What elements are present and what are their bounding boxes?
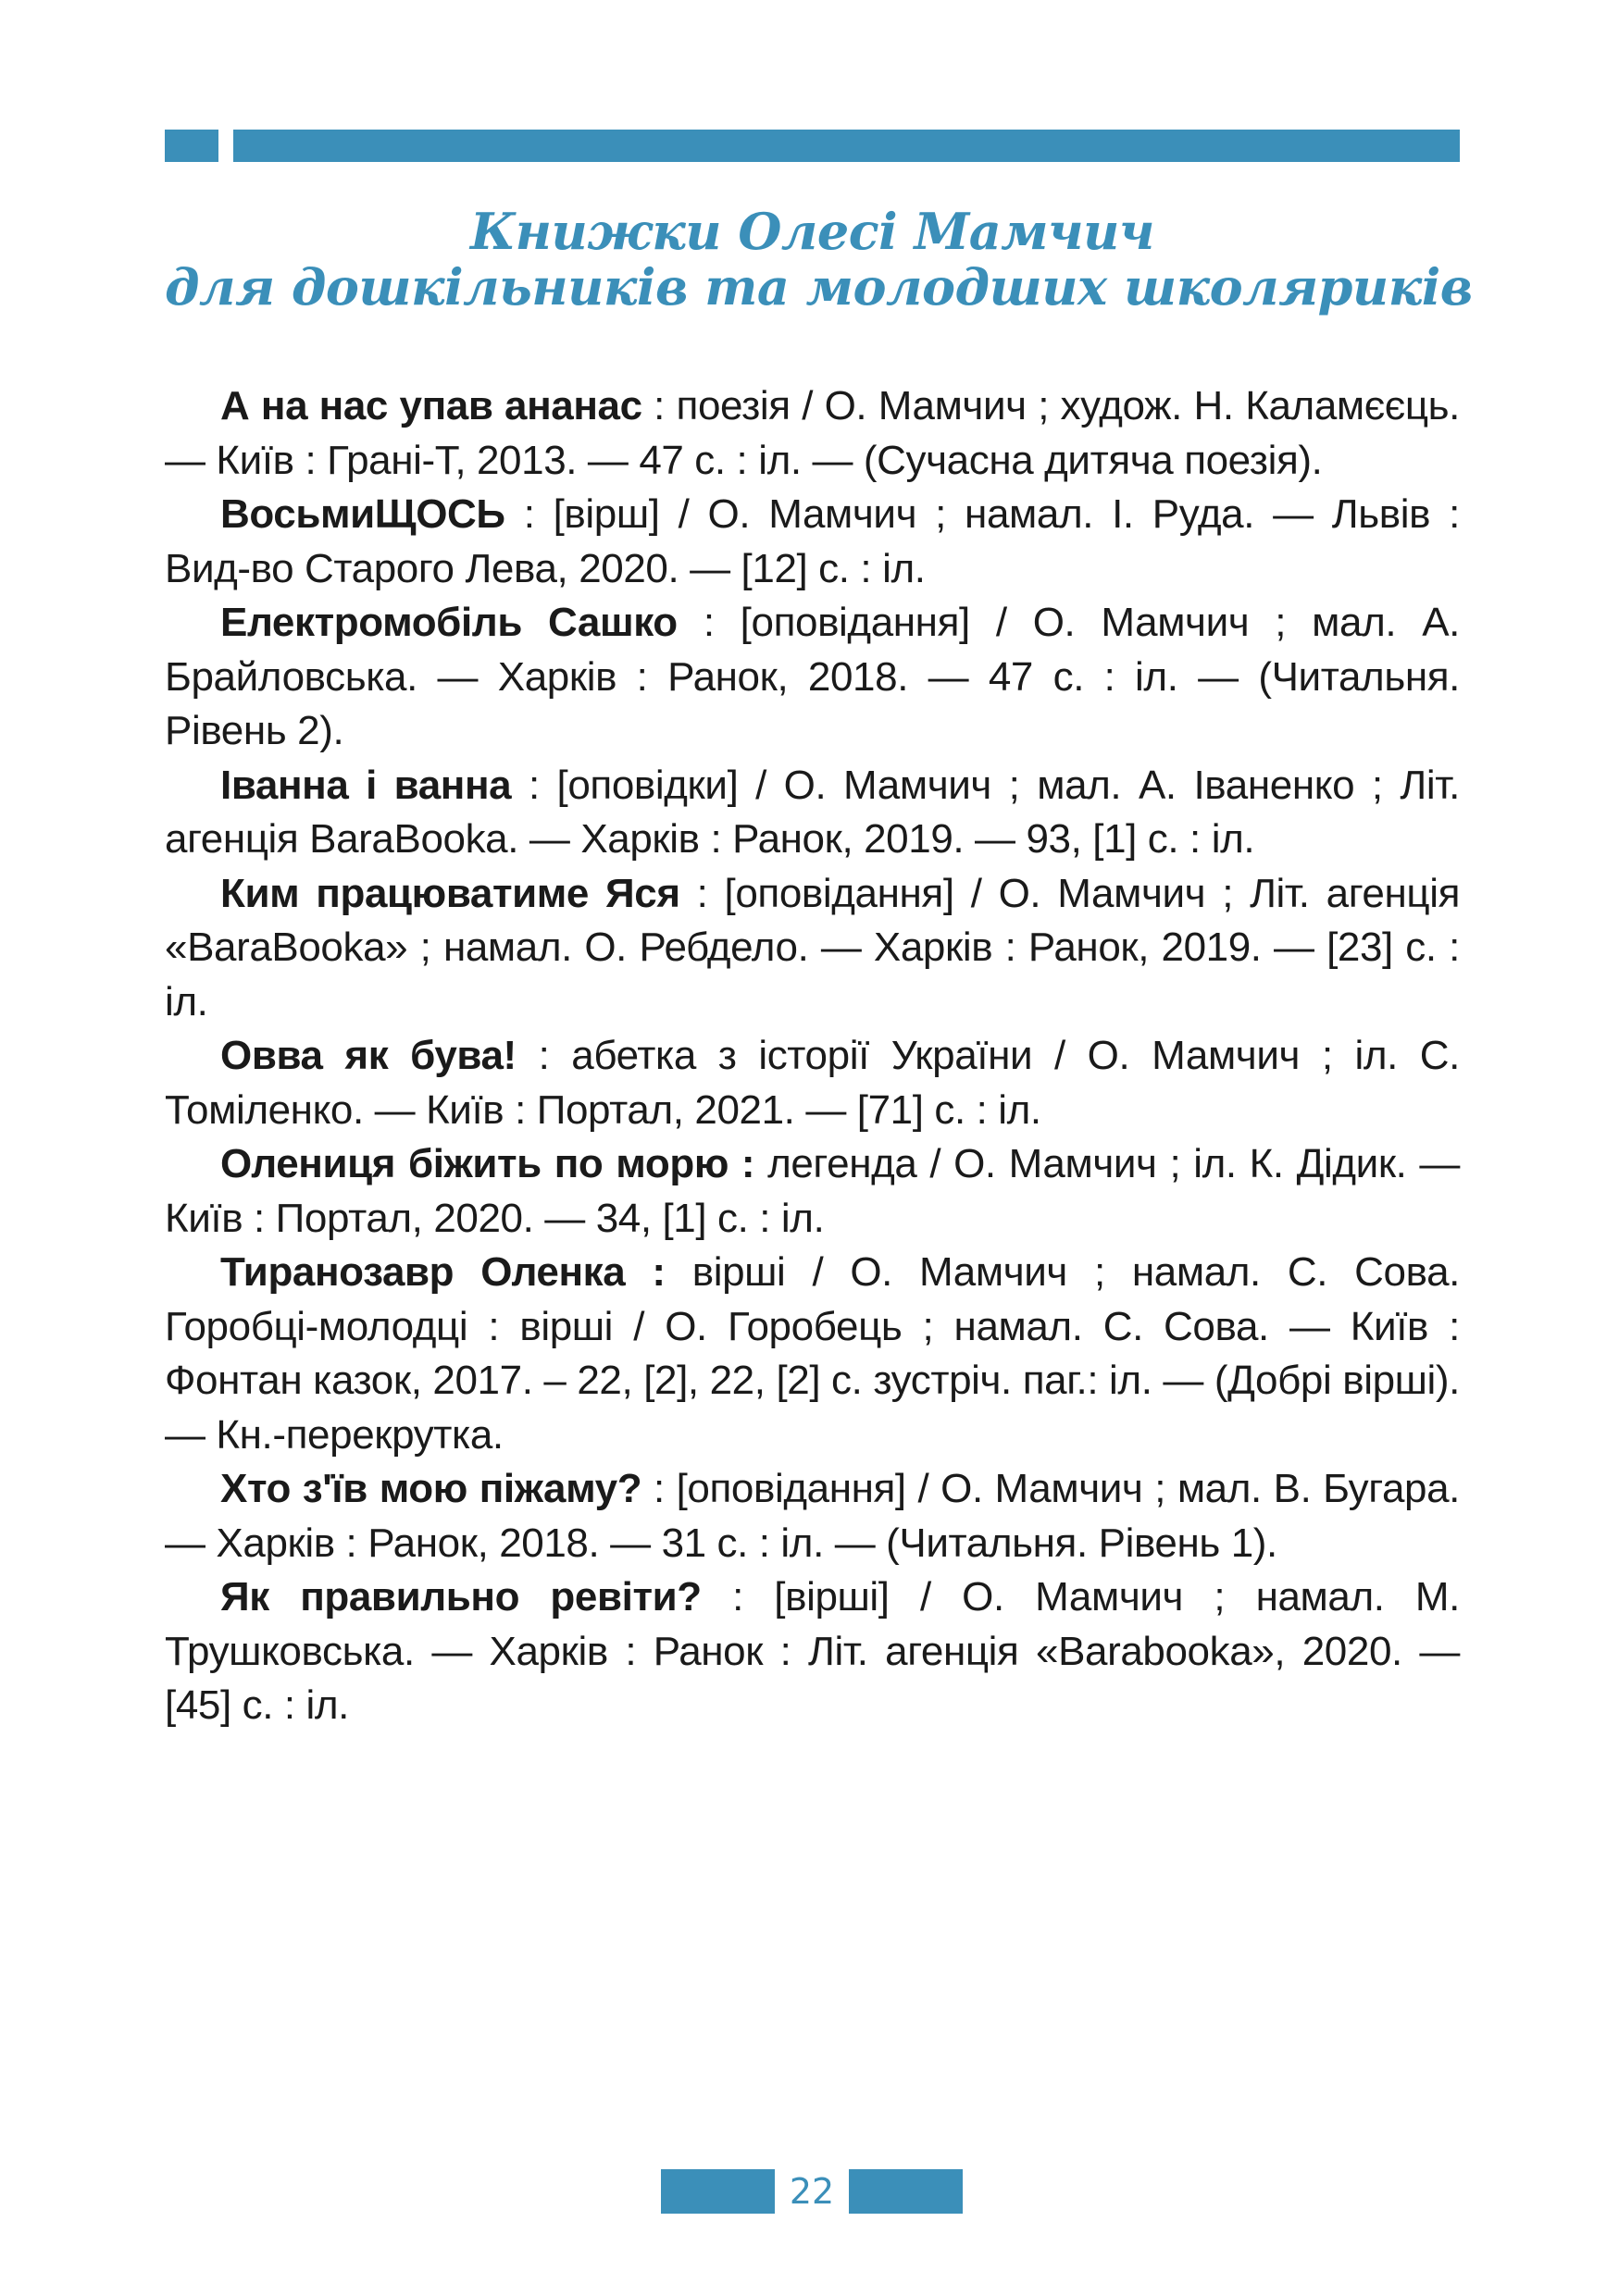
book-title: Як правильно ревіти? [220, 1574, 702, 1620]
book-description: вірші / О. Мамчич ; намал. С. Сова. Горобці-молодці : вірші / О. Горобець ; намал. С. Сова. — Київ : Фонтан казок, 2017. – 22, [2], 22, [2] с. зустріч. паг.: іл. — (Добрі вірші). — Кн.-перекрутка. [165, 1249, 1460, 1458]
header-bar-small [165, 130, 218, 162]
bibliography-entry [165, 1029, 1460, 1137]
book-description: : [оповідання] / О. Мамчич ; мал. В. Бугара. — Харків : Ранок, 2018. — 31 с. : іл. — (Читальня. Рівень 1). [165, 1466, 1460, 1566]
book-title: Олениця біжить по морю : [220, 1141, 755, 1186]
page-number: 22 [775, 2169, 849, 2214]
book-description: : [оповідки] / О. Мамчич ; мал. А. Іваненко ; Літ. агенція BaraBooka. — Харків : Ранок, 2019. — 93, [1] с. : іл. [165, 762, 1460, 862]
book-description: : поезія / О. Мамчич ; худож. Н. Каламєєць. — Київ : Грані-Т, 2013. — 47 с. : іл. — (Сучасна дитяча поезія). [165, 383, 1460, 483]
bibliography-entry [165, 1137, 1460, 1246]
book-description: : [вірші] / О. Мамчич ; намал. М. Трушковська. — Харків : Ранок : Літ. агенція «Barabooka», 2020. — [45] с. : іл. [165, 1574, 1460, 1728]
book-title: Овва як бува! [220, 1033, 517, 1078]
page-title-line-1: Книжки Олесі Мамчич [469, 202, 1155, 261]
bibliography-entry [165, 867, 1460, 1030]
book-description: : абетка з історії України / О. Мамчич ; іл. С. Томіленко. — Київ : Портал, 2021. — [71] с. : іл. [165, 1033, 1460, 1133]
book-description: : [вірш] / О. Мамчич ; намал. І. Руда. — Львів : Вид-во Старого Лева, 2020. — [12] с. : іл. [165, 491, 1460, 591]
book-description: : [оповідання] / О. Мамчич ; Літ. агенція «BaraBooka» ; намал. О. Ребдело. — Харків : Ранок, 2019. — [23] с. : іл. [165, 870, 1460, 1024]
bibliography-entry [165, 379, 1460, 488]
header-bar-long [233, 130, 1460, 162]
book-title: Електромобіль Сашко [220, 600, 678, 645]
book-title: Ким працюватиме Яся [220, 870, 680, 916]
bibliography-list [165, 379, 1460, 1733]
book-title: А на нас упав ананас [220, 383, 642, 428]
bibliography-entry [165, 488, 1460, 596]
bibliography-entry [165, 1570, 1460, 1733]
page-title-line-2: для дошкільників та молодших школяриків [165, 257, 1473, 316]
bibliography-entry [165, 1246, 1460, 1462]
bibliography-entry [165, 1462, 1460, 1570]
bibliography-entry [165, 596, 1460, 759]
page-number-bar-left [661, 2169, 775, 2214]
bibliography-entry [165, 759, 1460, 867]
book-title: Тиранозавр Оленка : [220, 1249, 666, 1295]
book-description: : [оповідання] / О. Мамчич ; мал. А. Брайловська. — Харків : Ранок, 2018. — 47 с. : іл. — (Читальня. Рівень 2). [165, 600, 1460, 753]
page-number-bar-right [849, 2169, 963, 2214]
book-title: Іванна і ванна [220, 762, 512, 808]
book-title: Хто з'їв мою піжаму? [220, 1466, 642, 1511]
page-number-footer [661, 2169, 963, 2214]
book-title: ВосьмиЩОСЬ [220, 491, 505, 537]
book-description: легенда / О. Мамчич ; іл. К. Дідик. — Київ : Портал, 2020. — 34, [1] с. : іл. [165, 1141, 1461, 1241]
page-title [165, 202, 1473, 316]
